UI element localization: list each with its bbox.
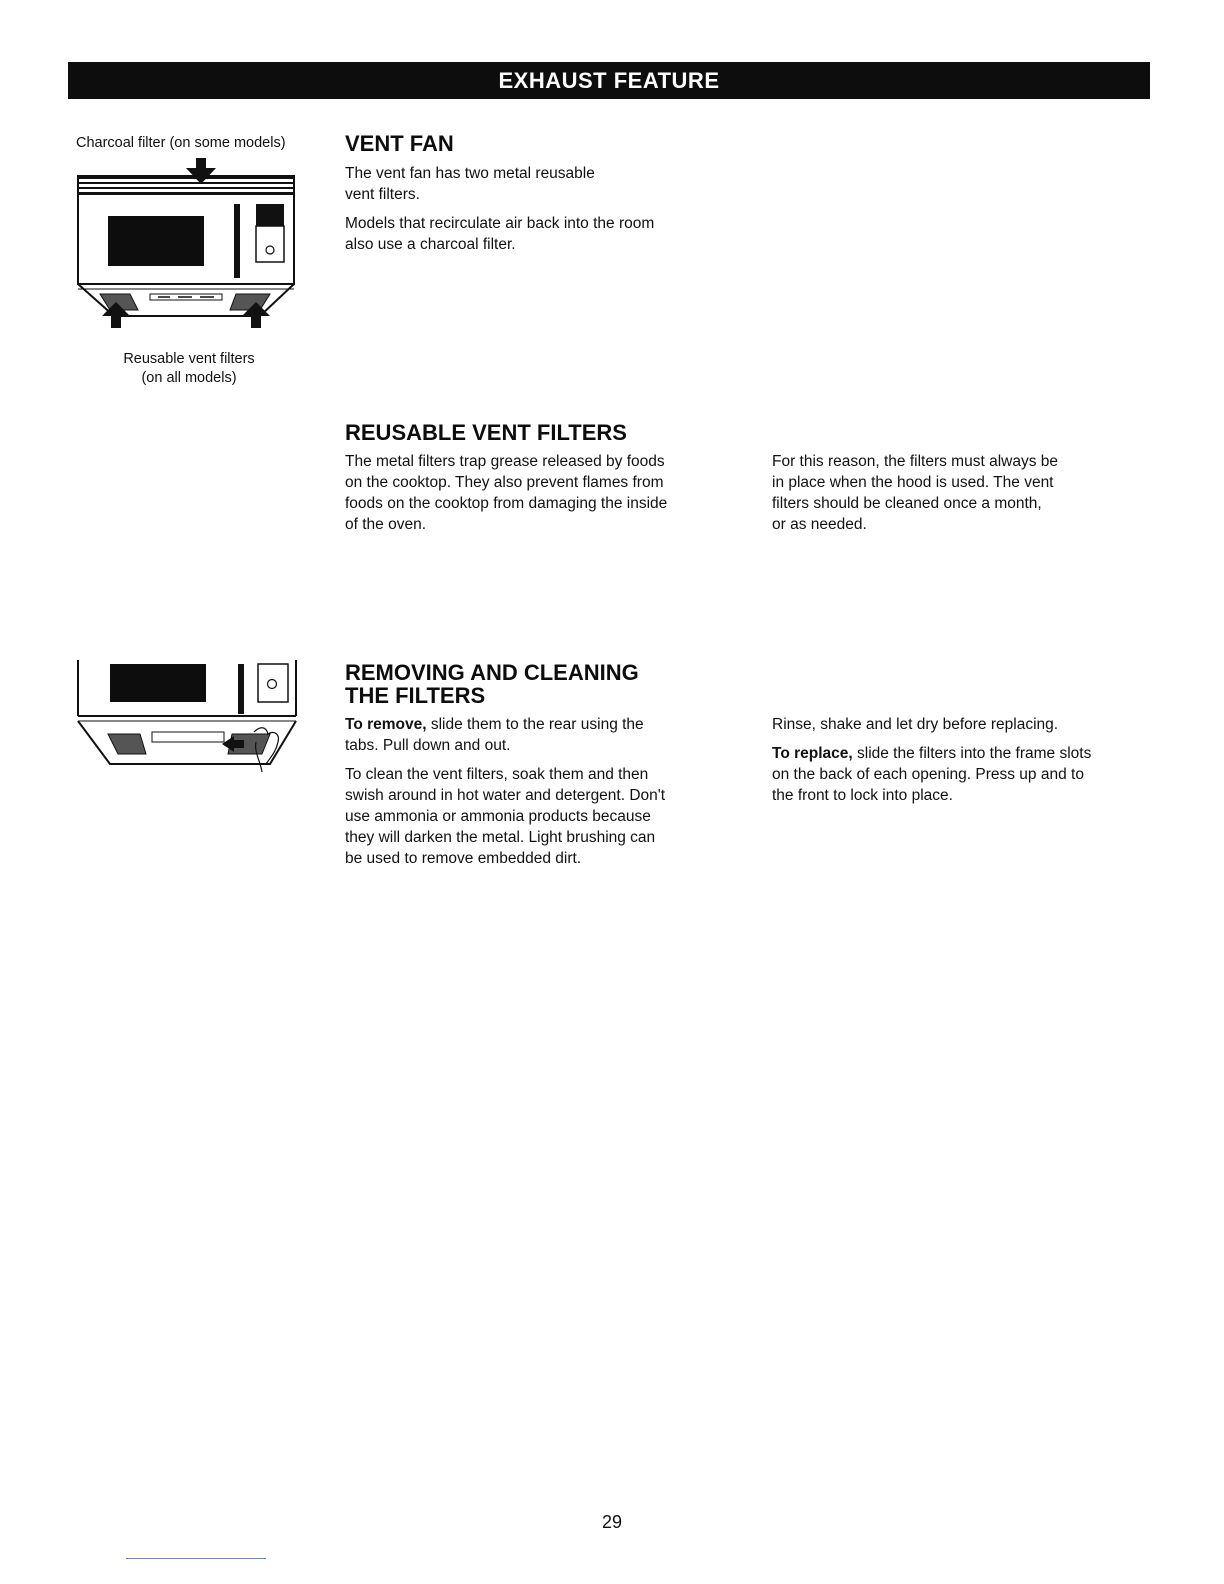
reusable-filters-left: The metal filters trap grease released by foods on the cooktop. They also prevent flames from foods on the cooktop from damaging the inside of the oven. xyxy=(345,453,668,533)
vent-filters-caption: Reusable vent filters (on all models) xyxy=(123,351,255,386)
removing-cleaning-right: Rinse, shake and let dry before replacing. To replace, slide the filters into the frame slots on the back of each opening. Press up and to the front to lock into place. xyxy=(772,716,1092,804)
reusable-filters-heading: REUSABLE VENT FILTERS xyxy=(345,420,627,445)
removing-cleaning-left: To remove, slide them to the rear using the tabs. Pull down and out. To clean the vent filters, soak them and then swish around in hot water and detergent. Don't use ammonia or ammonia products because they will darken the metal. Light brushing can be used to remove embedded dirt. xyxy=(345,716,666,867)
removing-cleaning-heading: REMOVING AND CLEANING THE FILTERS xyxy=(345,660,639,708)
filter-removal-illustration xyxy=(74,660,300,772)
section-banner: EXHAUST FEATURE xyxy=(68,62,1150,99)
down-arrow-icon xyxy=(186,158,216,184)
footer-divider xyxy=(126,1558,266,1559)
microwave-front-illustration xyxy=(74,158,300,334)
reusable-filters-right: For this reason, the filters must always be in place when the hood is used. The vent filters should be cleaned once a month, or as needed. xyxy=(772,453,1059,533)
charcoal-filter-caption: Charcoal filter (on some models) xyxy=(76,135,286,151)
vent-fan-heading: VENT FAN xyxy=(345,131,454,156)
vent-fan-body: The vent fan has two metal reusable vent filters. Models that recirculate air back into the room also use a charcoal filter. xyxy=(345,165,655,253)
page-number: 29 xyxy=(601,1512,623,1532)
